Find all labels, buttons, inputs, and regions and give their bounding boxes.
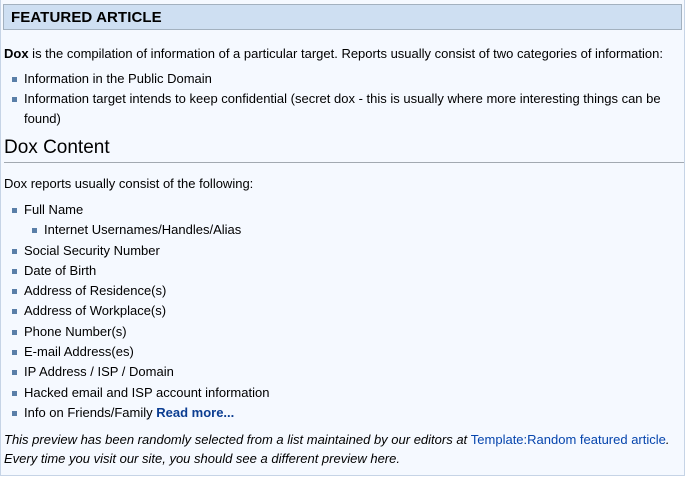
intro-term: Dox xyxy=(4,46,29,61)
list-item xyxy=(11,89,671,129)
square-bullet-icon xyxy=(12,269,17,274)
list-item xyxy=(11,69,671,89)
list-item xyxy=(11,342,671,362)
list-item xyxy=(11,200,671,220)
categories-list xyxy=(11,69,671,129)
panel-header-title: FEATURED ARTICLE xyxy=(11,9,162,26)
list-item-text: Information target intends to keep confidential (secret dox - this is usually where more interesting things can be found) xyxy=(24,91,661,126)
square-bullet-icon xyxy=(12,309,17,314)
panel-header xyxy=(3,4,682,30)
square-bullet-icon xyxy=(12,97,17,102)
square-bullet-icon xyxy=(32,228,37,233)
section-intro: Dox reports usually consist of the following: xyxy=(4,176,254,191)
list-item xyxy=(11,383,671,403)
list-item-text: E-mail Address(es) xyxy=(24,344,134,360)
list-item-text: Address of Residence(s) xyxy=(24,283,167,299)
list-item-text: Internet Usernames/Handles/Alias xyxy=(44,222,242,238)
footer-text-after: . Every time you visit our site, you should see a different preview here. xyxy=(4,432,670,466)
square-bullet-icon xyxy=(12,249,17,254)
list-item-text: Social Security Number xyxy=(24,242,160,258)
square-bullet-icon xyxy=(12,77,17,82)
square-bullet-icon xyxy=(12,350,17,355)
intro-text: is the compilation of information of a particular target. Reports usually consist of two categories of information: xyxy=(28,46,663,61)
list-item xyxy=(11,403,671,423)
list-item-text: IP Address / ISP / Domain xyxy=(24,364,174,380)
square-bullet-icon xyxy=(12,208,17,213)
section-heading: Dox Content xyxy=(4,137,684,163)
read-more-link[interactable]: Read more... xyxy=(156,404,235,420)
list-item-text: Information in the Public Domain xyxy=(24,71,212,86)
square-bullet-icon xyxy=(12,391,17,396)
random-featured-article-link[interactable]: Template:Random featured article xyxy=(470,432,666,447)
list-item-text: Address of Workplace(s) xyxy=(24,303,167,319)
square-bullet-icon xyxy=(12,330,17,335)
list-item-text: Phone Number(s) xyxy=(24,323,127,339)
list-item xyxy=(11,241,671,261)
square-bullet-icon xyxy=(12,289,17,294)
footer-text-before: This preview has been randomly selected from a list maintained by our editors at xyxy=(4,432,471,447)
list-item xyxy=(11,261,671,281)
list-item xyxy=(11,301,671,321)
list-item xyxy=(11,322,671,342)
list-item-nested xyxy=(11,220,671,240)
list-item xyxy=(11,281,671,301)
footer-note xyxy=(4,430,679,468)
list-item-text: Date of Birth xyxy=(24,262,97,278)
square-bullet-icon xyxy=(12,411,17,416)
list-item-text: Info on Friends/Family xyxy=(24,404,153,420)
content-list xyxy=(11,200,671,423)
list-item-text: Full Name xyxy=(24,202,84,217)
list-item-text: Hacked email and ISP account information xyxy=(24,384,270,400)
intro-paragraph xyxy=(4,46,663,61)
list-item xyxy=(11,362,671,382)
square-bullet-icon xyxy=(12,370,17,375)
